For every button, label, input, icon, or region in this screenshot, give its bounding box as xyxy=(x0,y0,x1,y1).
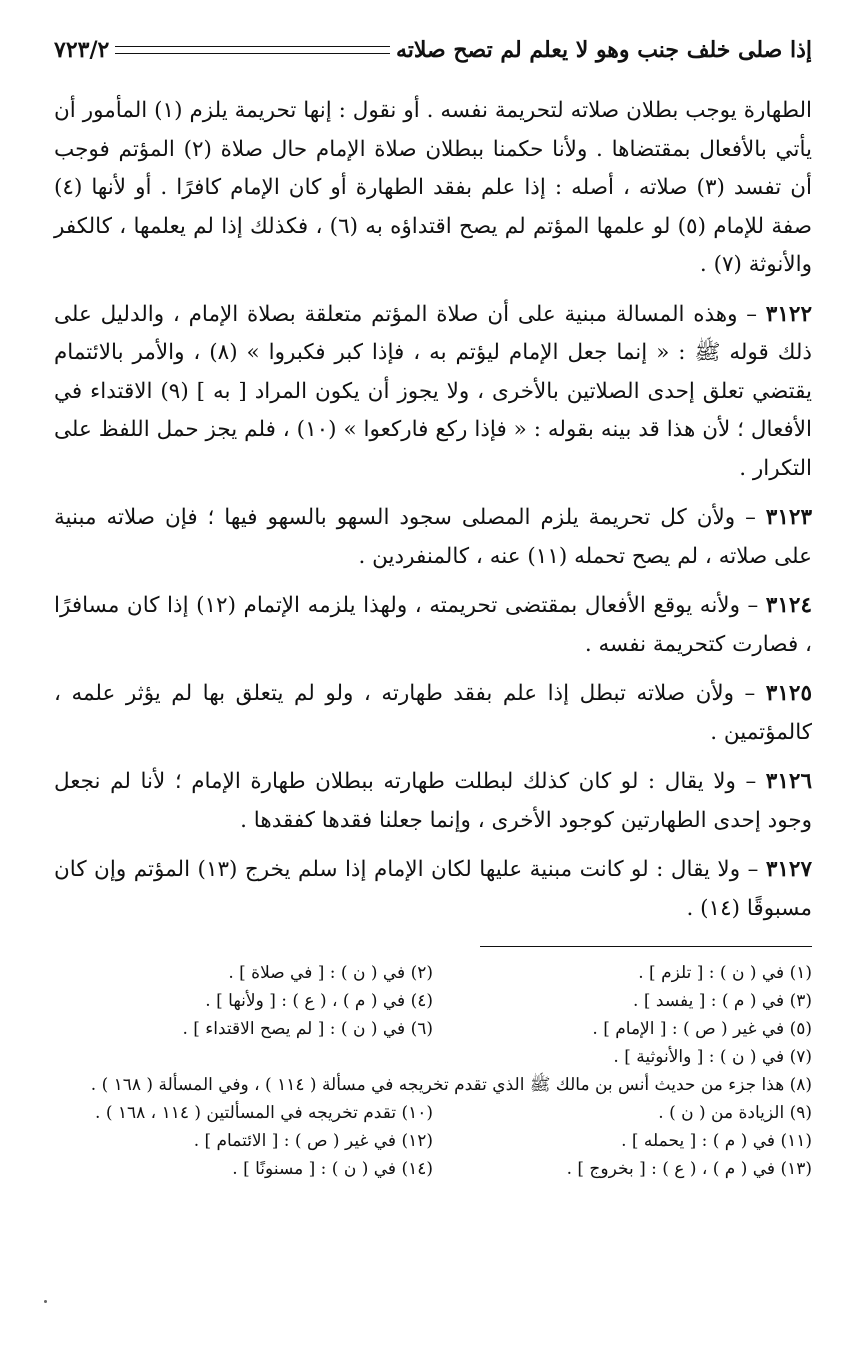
footnote-7: (٧) في ( ن ) : [ والأنوثية ] . xyxy=(613,1047,812,1067)
footnote-13: (١٣) في ( م ) ، ( ع ) : [ بخروج ] . xyxy=(566,1159,812,1179)
paragraph-text: – ولأن صلاته تبطل إذا علم بفقد طهارته ، ولو لم يتعلق بها لم يؤثر علمه ، كالمؤتمين . xyxy=(54,681,812,745)
footnote-row xyxy=(54,1099,812,1127)
footnote-11: (١١) في ( م ) : [ يحمله ] . xyxy=(621,1131,812,1151)
footnote-9: (٩) الزيادة من ( ن ) . xyxy=(658,1103,812,1123)
paragraph-text: – ولا يقال : لو كانت مبنية عليها لكان الإمام إذا سلم يخرج (١٣) المؤتم وإن كان مسبوقًا (١٤) . xyxy=(54,857,812,921)
header-rule xyxy=(115,46,390,54)
footnote-row xyxy=(54,1043,812,1071)
footnote-row xyxy=(54,987,812,1015)
paragraph-continuation xyxy=(54,92,812,285)
header-title: إذا صلى خلف جنب وهو لا يعلم لم تصح صلاته xyxy=(395,37,812,63)
paragraph-text: – ولأن كل تحريمة يلزم المصلى سجود السهو بالسهو فيها ؛ فإن صلاته مبنية على صلاته ، لم يصح تحمله (١١) عنه ، كالمنفردين . xyxy=(54,505,812,569)
paragraph-number: ٣١٢٦ xyxy=(765,769,812,794)
paragraph-3126 xyxy=(54,763,812,840)
footnote-6: (٦) في ( ن ) : [ لم يصح الاقتداء ] . xyxy=(182,1019,433,1039)
footnote-separator xyxy=(480,946,812,947)
paragraph-text: الطهارة يوجب بطلان صلاته لتحريمة نفسه . أو نقول : إنها تحريمة يلزم (١) المأمور أن يأتي بالأفعال بمقتضاها . ولأنا حكمنا ببطلان صلاة الإمام حال صلاة (٢) المؤتم فوجب أن تفسد (٣) صلاته ، أصله : إذا علم بفقد الطهارة أو كان الإمام كافرًا . أو لأنها (٤) صفة للإمام (٥) لو علمها المؤتم لم يصح اقتداؤه به (٦) ، فكذلك إذا لم يعلمها ، كالكفر والأنوثة (٧) . xyxy=(54,98,812,277)
paragraph-text: – ولأنه يوقع الأفعال بمقتضى تحريمته ، ولهذا يلزمه الإتمام (١٢) إذا كان مسافرًا ، فصارت كتحريمة نفسه . xyxy=(54,593,812,657)
paragraph-3124 xyxy=(54,587,812,664)
paragraph-number: ٣١٢٢ xyxy=(765,301,812,327)
footnotes xyxy=(54,959,812,1183)
paragraph-number: ٣١٢٤ xyxy=(765,593,812,618)
footnote-8: (٨) هذا جزء من حديث أنس بن مالك ﷺ الذي تقدم تخريجه في مسألة ( ١١٤ ) ، وفي المسألة ( ١٦٨ ) . xyxy=(90,1075,812,1095)
paragraph-number: ٣١٢٣ xyxy=(765,505,812,530)
footnote-5: (٥) في غير ( ص ) : [ الإمام ] . xyxy=(592,1019,812,1039)
paragraph-3127 xyxy=(54,851,812,928)
page-number: ٧٢٣/٢ xyxy=(54,37,110,63)
paragraph-text: – ولا يقال : لو كان كذلك لبطلت طهارته ببطلان طهارة الإمام ؛ لأنا لم نجعل وجود إحدى الطهارتين كوجود الأخرى ، وإنما جعلنا فقدها كفقدها . xyxy=(54,769,812,833)
footnote-row xyxy=(54,959,812,987)
footnote-3: (٣) في ( م ) : [ يفسد ] . xyxy=(633,991,812,1011)
body-text xyxy=(54,92,812,928)
footnote-1: (١) في ( ن ) : [ تلزم ] . xyxy=(638,963,812,983)
running-header xyxy=(54,28,812,72)
footnote-14: (١٤) في ( ن ) : [ مسنونًا ] . xyxy=(232,1159,433,1179)
footnote-10: (١٠) تقدم تخريجه في المسألتين ( ١١٤ ، ١٦٨ ) . xyxy=(95,1103,433,1123)
footnote-row xyxy=(54,1155,812,1183)
footnote-row xyxy=(54,1127,812,1155)
footnote-empty xyxy=(54,1043,433,1071)
paragraph-text: – وهذه المسالة مبنية على أن صلاة المؤتم متعلقة بصلاة الإمام ، والدليل على ذلك قوله ﷺ : « إنما جعل الإمام ليؤتم به ، فإذا كبر فكبروا » (٨) ، والأمر بالائتمام يقتضي تعلق إحدى الصلاتين بالأخرى ، ولا يجوز أن يكون المراد [ به ] (٩) الاقتداء في الأفعال ؛ لأن هذا قد بينه بقوله : « فإذا ركع فاركعوا » (١٠) ، فلم يجز حمل اللفظ على التكرار . xyxy=(54,301,812,481)
page xyxy=(54,28,812,1183)
footnote-4: (٤) في ( م ) ، ( ع ) : [ ولأنها ] . xyxy=(205,991,433,1011)
paragraph-3125 xyxy=(54,675,812,752)
footnote-12: (١٢) في غير ( ص ) : [ الائتمام ] . xyxy=(193,1131,433,1151)
paragraph-number: ٣١٢٧ xyxy=(765,857,813,882)
footnote-row xyxy=(54,1015,812,1043)
footnote-2: (٢) في ( ن ) : [ في صلاة ] . xyxy=(228,963,433,983)
paragraph-number: ٣١٢٥ xyxy=(765,681,812,706)
paragraph-3123 xyxy=(54,499,812,576)
paragraph-3122 xyxy=(54,296,812,489)
scan-speck xyxy=(44,1300,47,1303)
